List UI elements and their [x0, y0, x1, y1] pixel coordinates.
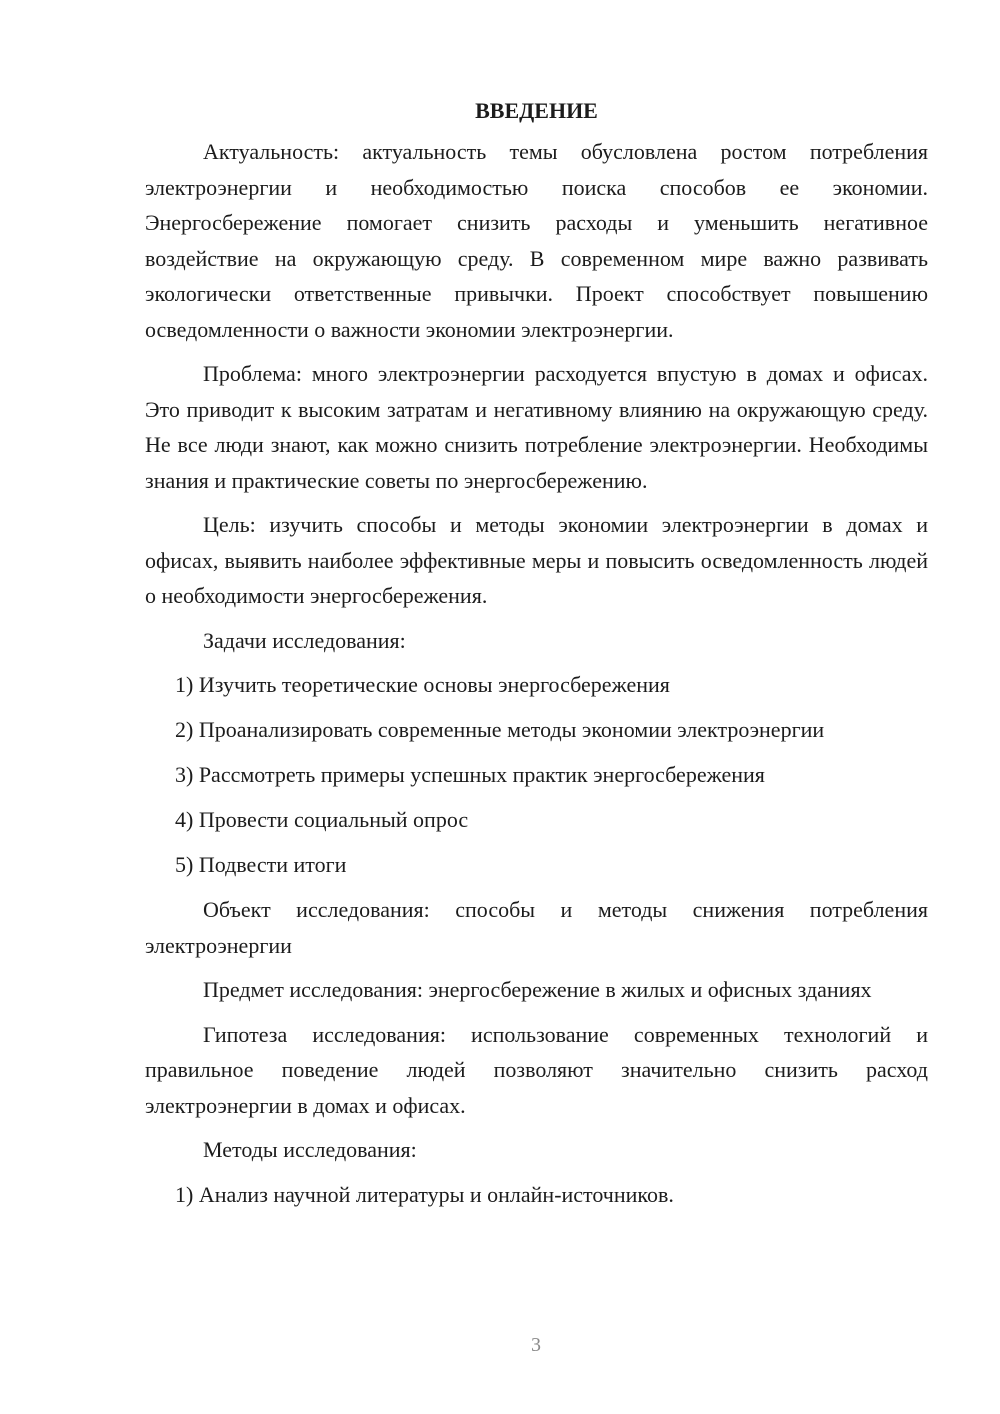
section-heading: ВВЕДЕНИЕ [475, 98, 598, 123]
page-number: 3 [531, 1334, 541, 1356]
task-item-5: 5) Подвести итоги [175, 852, 347, 877]
method-item-1: 1) Анализ научной литературы и онлайн-источников. [175, 1181, 674, 1207]
methods-heading: Методы исследования: [203, 1137, 417, 1162]
task-item-1: 1) Изучить теоретические основы энергосбережения [175, 672, 670, 697]
task-item-4: 4) Провести социальный опрос [175, 807, 469, 832]
task-item-3: 3) Рассмотреть примеры успешных практик энергосбережения [175, 762, 765, 787]
tasks-heading: Задачи исследования: [203, 627, 406, 653]
relevance-paragraph: Актуальность: актуальность темы обусловлена ростом потребления электроэнергии и необходимостью поиска способов ее экономии. Энергосбережение помогает снизить расходы и уменьшить негативное воздействие на окружающую среду. В современном мире важно развивать экологически ответственные привычки. Проект способствует повышению осведомленности о важности экономии электроэнергии. [145, 139, 928, 342]
subject-paragraph: Предмет исследования: энергосбережение в жилых и офисных зданиях [203, 977, 872, 1002]
methods-list [145, 1177, 928, 1213]
problem-paragraph: Проблема: много электроэнергии расходуется впустую в домах и офисах. Это приводит к высоким затратам и негативному влиянию на окружающую среду. Не все люди знают, как можно снизить потребление электроэнергии. Необходимы знания и практические советы по энергосбережению. [145, 361, 928, 493]
object-paragraph: Объект исследования: способы и методы снижения потребления электроэнергии [145, 897, 928, 958]
document-page [145, 96, 928, 1222]
hypothesis-paragraph: Гипотеза исследования: использование современных технологий и правильное поведение людей позволяют значительно снизить расход электроэнергии в домах и офисах. [145, 1021, 928, 1118]
goal-paragraph: Цель: изучить способы и методы экономии электроэнергии в домах и офисах, выявить наиболее эффективные меры и повысить осведомленность людей о необходимости энергосбережения. [145, 512, 928, 608]
tasks-list [145, 667, 928, 883]
task-item-2: 2) Проанализировать современные методы экономии электроэнергии [175, 717, 825, 742]
